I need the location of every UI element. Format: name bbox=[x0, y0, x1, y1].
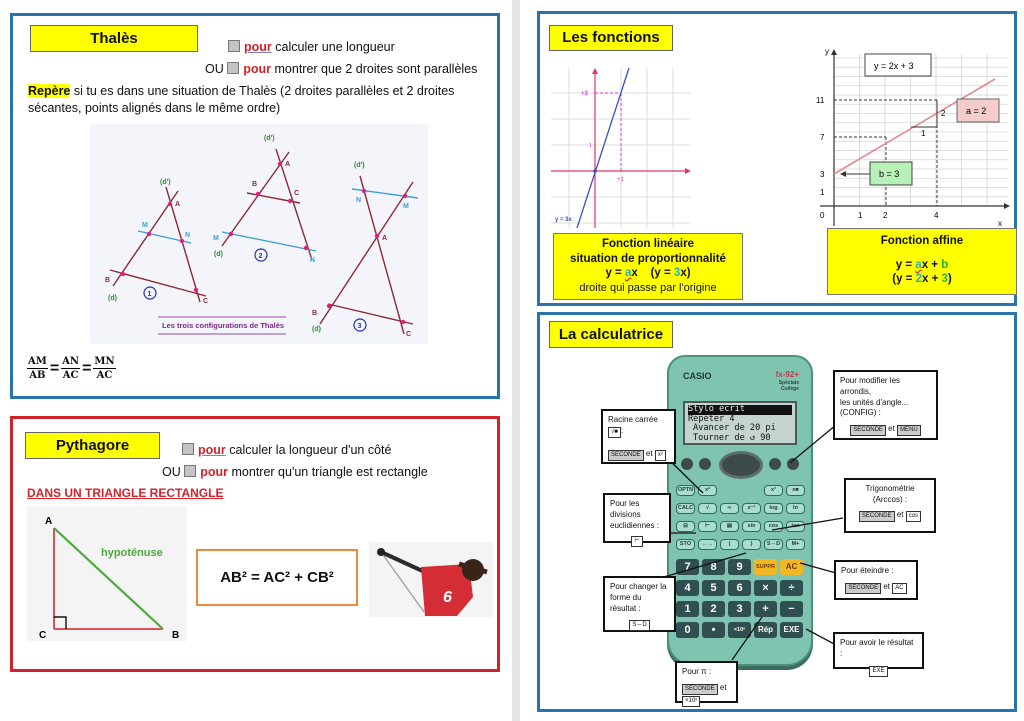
linear-box-equation: y = ax (y = 3x) bbox=[605, 267, 691, 279]
pythagore-formula-box bbox=[196, 549, 358, 606]
calc-key[interactable]: 5 bbox=[702, 580, 725, 596]
label-d: (d) bbox=[214, 251, 223, 258]
label-n: N bbox=[310, 257, 316, 264]
linear-function-graph bbox=[551, 68, 691, 228]
calc-key[interactable]: Rép bbox=[754, 622, 777, 638]
pythagore-formula: AB² = AC² + CB² bbox=[220, 569, 334, 586]
calc-key[interactable]: x³ bbox=[764, 485, 783, 496]
x10-key-icon: ×10ˣ bbox=[682, 696, 700, 707]
label-c: C bbox=[406, 331, 412, 338]
checkbox-icon[interactable] bbox=[184, 465, 196, 477]
page-right bbox=[520, 0, 1024, 721]
square-key-icon: x² bbox=[655, 450, 666, 461]
thales-title: Thalès bbox=[30, 25, 198, 52]
cos-key-icon: cos bbox=[906, 511, 921, 522]
calc-key[interactable]: ÷ bbox=[780, 580, 803, 596]
x-axis-label: x bbox=[998, 219, 1002, 226]
fraction-mn-ac: $\frac{MN}{AC}$ bbox=[94, 356, 115, 381]
menu-key-icon: MENU bbox=[897, 425, 921, 436]
step-run-label: 1 bbox=[921, 129, 926, 138]
calc-key[interactable]: • bbox=[702, 622, 725, 638]
affine-function-graph bbox=[810, 44, 1010, 226]
linear-function-box bbox=[553, 233, 743, 300]
calc-key[interactable]: 6 bbox=[728, 580, 751, 596]
label-b: B bbox=[105, 277, 111, 284]
calc-key[interactable]: CALC bbox=[676, 503, 695, 514]
label-a: A bbox=[285, 161, 291, 168]
calc-key[interactable]: SUPPR bbox=[754, 559, 777, 575]
calc-key[interactable]: 2 bbox=[702, 601, 725, 617]
calc-key[interactable]: log bbox=[764, 503, 783, 514]
calc-key[interactable]: 0 bbox=[676, 622, 699, 638]
y-tick-11: 11 bbox=[816, 96, 825, 105]
screen-line: Répéter 4 bbox=[688, 413, 735, 424]
affine-equation-label: y = 2x + 3 bbox=[874, 61, 914, 71]
callout-config: Pour modifier les arrondis, les unités d'angle... (CONFIG) : SECONDE et MENU bbox=[833, 370, 938, 440]
hypotenuse-label: hypoténuse bbox=[101, 547, 163, 559]
calculator-model-sub2: Collège bbox=[780, 386, 799, 392]
linear-box-note: droite qui passe par l'origine bbox=[579, 281, 717, 294]
x-tick-2: 2 bbox=[883, 211, 888, 220]
step-rise-label: 2 bbox=[941, 109, 946, 118]
y-axis-label: y bbox=[825, 47, 829, 56]
callout-forme: Pour changer la forme du résultat : S⇔D bbox=[603, 576, 676, 632]
calc-key[interactable]: OPTN bbox=[676, 485, 695, 496]
thales-purpose-1: pour calculer une longueur bbox=[228, 40, 395, 54]
label-d-prime: (d') bbox=[160, 179, 171, 186]
exe-key-icon: EXE bbox=[869, 666, 887, 677]
screen-line: Avancer de 20 pi bbox=[693, 423, 776, 434]
callout-trigo: Trigonométrie (Arccos) : SECONDE et cos bbox=[844, 478, 936, 533]
callout-resultat: Pour avoir le résultat : EXE bbox=[833, 632, 924, 669]
checkbox-icon[interactable] bbox=[228, 40, 240, 52]
label-n: N bbox=[356, 197, 362, 204]
label-m: M bbox=[142, 222, 148, 229]
right-triangle-figure bbox=[27, 506, 187, 641]
pythagore-section bbox=[10, 416, 500, 672]
jersey-number: 6 bbox=[443, 589, 452, 606]
y-tick-1: 1 bbox=[820, 188, 825, 197]
x-tick-1: 1 bbox=[858, 211, 863, 220]
label-d: (d) bbox=[108, 295, 117, 302]
calc-key[interactable]: ( bbox=[720, 539, 739, 550]
pythagore-purpose-2: OU pour montrer qu'un triangle est rectangle bbox=[162, 465, 428, 479]
calc-key[interactable]: M+ bbox=[786, 539, 805, 550]
screen-line: Stylo écrit bbox=[688, 405, 792, 415]
config-number-1: 1 bbox=[147, 291, 152, 298]
thales-formula: $\frac{AM}{AB}$ = $\frac{AN}{AC}$ = $\frac{MN}{AC}$ bbox=[28, 356, 115, 381]
affine-box-equation: y = ax + b bbox=[895, 259, 949, 271]
calc-key[interactable]: x⁻¹ bbox=[742, 503, 761, 514]
calculator-model-sub1: Spéciale bbox=[778, 380, 799, 386]
label-a: A bbox=[382, 235, 388, 242]
vertex-c-label: C bbox=[39, 630, 47, 641]
calc-key[interactable]: sin bbox=[742, 521, 761, 532]
linear-line-label: y = 3x bbox=[555, 217, 572, 223]
pythagore-subtitle: DANS UN TRIANGLE RECTANGLE bbox=[27, 486, 224, 500]
y-tick-3: 3 bbox=[820, 170, 825, 179]
config-number-2: 2 bbox=[258, 253, 263, 260]
calc-key[interactable]: √ bbox=[698, 503, 717, 514]
calc-key[interactable]: STO bbox=[676, 539, 695, 550]
label-d: (d) bbox=[312, 326, 321, 333]
screen-line: Tourner de ↺ 90 bbox=[693, 432, 771, 443]
linear-box-subtitle: situation de proportionnalité bbox=[570, 252, 726, 265]
x-tick-4: 4 bbox=[934, 211, 939, 220]
y-tick-7: 7 bbox=[820, 133, 825, 142]
calc-key[interactable]: x■ bbox=[786, 485, 805, 496]
checkbox-icon[interactable] bbox=[182, 443, 194, 455]
linear-y-mark: +3 bbox=[581, 91, 588, 97]
second-key-icon: SECONDE bbox=[608, 450, 644, 461]
calc-key[interactable]: ←→ bbox=[698, 539, 717, 550]
calculator-model: fx-92+ bbox=[775, 370, 799, 379]
calc-key[interactable]: − bbox=[780, 601, 803, 617]
callout-eteindre: Pour éteindre : SECONDE et AC bbox=[834, 560, 918, 600]
callout-racine: Racine carrée √■ : SECONDE et x² bbox=[601, 409, 676, 464]
affine-box-example: (y = 2x + 3) bbox=[892, 273, 952, 285]
calc-key[interactable]: tan bbox=[786, 521, 805, 532]
label-m: M bbox=[403, 203, 409, 210]
euclid-division-key-icon: ⊢ bbox=[631, 536, 642, 547]
calc-key[interactable]: ⊢ bbox=[698, 521, 717, 532]
calc-key[interactable]: 4 bbox=[676, 580, 699, 596]
calculatrice-title: La calculatrice bbox=[549, 321, 673, 348]
fraction-an-ac: $\frac{AN}{AC}$ bbox=[62, 356, 80, 381]
callout-divisions: Pour les divisions euclidiennes : ⊢ bbox=[603, 493, 671, 543]
pythagore-title: Pythagore bbox=[25, 432, 160, 459]
thales-repere: Repère si tu es dans une situation de Thalès (2 droites parallèles et 2 droites sécantes, points alignés dans le même ordre) bbox=[28, 84, 455, 115]
thales-configurations-figure bbox=[90, 124, 428, 344]
label-c: C bbox=[294, 190, 300, 197]
config-number-3: 3 bbox=[357, 323, 362, 330]
vertex-a-label: A bbox=[45, 516, 53, 527]
calc-key[interactable]: AC bbox=[780, 559, 803, 575]
thales-purpose-2: OU pour montrer que 2 droites sont parallèles bbox=[205, 62, 478, 76]
linear-box-title: Fonction linéaire bbox=[601, 238, 694, 250]
a-value-box: a = 2 bbox=[966, 106, 987, 116]
label-a: A bbox=[175, 201, 181, 208]
ac-key-icon: AC bbox=[892, 583, 906, 594]
calc-key[interactable]: 3 bbox=[728, 601, 751, 617]
label-n: N bbox=[185, 232, 191, 239]
sd-key-icon: S⇔D bbox=[629, 620, 649, 631]
calc-key[interactable]: x² bbox=[698, 485, 717, 496]
fonctions-title: Les fonctions bbox=[549, 25, 673, 51]
affine-function-box bbox=[827, 228, 1017, 295]
fraction-am-ab: $\frac{AM}{AB}$ bbox=[28, 356, 47, 381]
calc-key[interactable]: + bbox=[754, 601, 777, 617]
callout-pi: Pour π : SECONDE et ×10ˣ bbox=[675, 661, 738, 703]
calc-key[interactable]: ⊟ bbox=[676, 521, 695, 532]
calc-key[interactable]: ×10ˣ bbox=[728, 622, 751, 638]
second-key-icon: SECONDE bbox=[845, 583, 881, 594]
calculator-brand: CASIO bbox=[683, 371, 712, 381]
sqrt-key-icon: √■ bbox=[608, 427, 621, 438]
linear-y-tick: 1 bbox=[589, 143, 593, 149]
calc-key[interactable]: cos bbox=[764, 521, 783, 532]
calculatrice-section bbox=[537, 312, 1017, 712]
calc-key[interactable]: S⇔D bbox=[764, 539, 783, 550]
checkbox-icon[interactable] bbox=[227, 62, 239, 74]
second-key-icon: SECONDE bbox=[682, 684, 718, 695]
vertex-b-label: B bbox=[172, 630, 180, 641]
calc-key[interactable]: 7 bbox=[676, 559, 699, 575]
pythagore-purpose-1: pour calculer la longueur d'un côté bbox=[182, 443, 391, 457]
player-dab-image bbox=[369, 542, 493, 617]
calc-key[interactable]: ) bbox=[742, 539, 761, 550]
second-key-icon: SECONDE bbox=[859, 511, 895, 522]
affine-box-title: Fonction affine bbox=[880, 235, 964, 247]
calc-key[interactable]: 1 bbox=[676, 601, 699, 617]
calc-key[interactable]: × bbox=[754, 580, 777, 596]
label-m: M bbox=[213, 235, 219, 242]
calc-key[interactable]: ▤ bbox=[720, 521, 739, 532]
label-b: B bbox=[252, 181, 258, 188]
figure-caption: Les trois configurations de Thalès bbox=[162, 321, 285, 330]
calc-key[interactable]: ∞ bbox=[720, 503, 739, 514]
label-d-prime: (d') bbox=[354, 162, 365, 169]
fonctions-section bbox=[537, 11, 1017, 306]
thales-section bbox=[10, 13, 500, 399]
label-c: C bbox=[203, 298, 209, 305]
calc-key[interactable]: ln bbox=[786, 503, 805, 514]
calc-key[interactable]: EXE bbox=[780, 622, 803, 638]
linear-x-mark: +1 bbox=[617, 177, 624, 183]
calc-key[interactable]: 8 bbox=[702, 559, 725, 575]
b-value-box: b = 3 bbox=[879, 169, 900, 179]
label-d-prime: (d') bbox=[264, 135, 275, 142]
calc-key[interactable]: 9 bbox=[728, 559, 751, 575]
origin-label: 0 bbox=[820, 211, 825, 220]
second-key-icon: SECONDE bbox=[850, 425, 886, 436]
label-b: B bbox=[312, 310, 318, 317]
page-gap bbox=[512, 0, 520, 721]
